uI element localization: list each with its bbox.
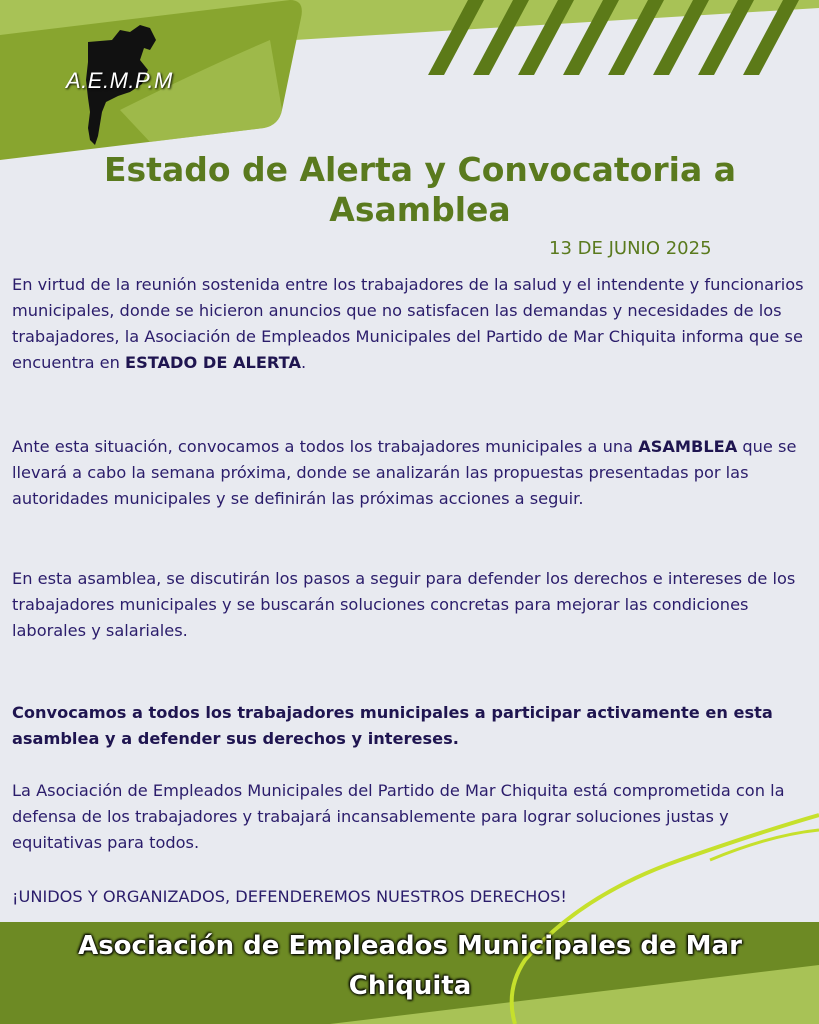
paragraph-6: ¡UNIDOS Y ORGANIZADOS, DEFENDEREMOS NUESTROS DERECHOS! bbox=[12, 887, 567, 906]
paragraph-1-end: . bbox=[300, 353, 307, 372]
paragraph-4: Convocamos a todos los trabajadores municipales a participar activamente en esta asamblea y a defender sus derechos y intereses. bbox=[12, 703, 773, 748]
paragraph-1-bold: ESTADO DE ALERTA bbox=[125, 353, 301, 372]
paragraph-1 bbox=[12, 272, 807, 376]
paragraph-1-text: En virtud de la reunión sostenida entre los trabajadores de la salud y el intendente y funcionarios municipales, donde se hicieron anuncios que no satisfacen las demandas y necesidades de los trabajadores, la Asociación de Empleados Municipales del Partido de Mar Chiquita informa que se encuentra en bbox=[12, 275, 804, 372]
paragraph-2-bold: ASAMBLEA bbox=[638, 437, 738, 456]
paragraph-3: En esta asamblea, se discutirán los pasos a seguir para defender los derechos e intereses de los trabajadores municipales y se buscarán soluciones concretas para mejorar las condiciones laborales y salariales. bbox=[12, 569, 796, 640]
page-title: Estado de Alerta y Convocatoria a Asamblea bbox=[104, 150, 736, 229]
logo-text: A.E.M.P.M bbox=[66, 68, 173, 93]
paragraph-2-text: Ante esta situación, convocamos a todos los trabajadores municipales a una bbox=[12, 437, 639, 456]
date-label: 13 DE JUNIO 2025 bbox=[549, 238, 712, 259]
paragraph-5: La Asociación de Empleados Municipales del Partido de Mar Chiquita está comprometida con la defensa de los trabajadores y trabajará incansablemente para lograr soluciones justas y equitativas para todos. bbox=[12, 781, 785, 852]
paragraph-2-end: que se llevará a cabo la semana próxima, donde se analizarán las propuestas presentadas por las autoridades municipales y se definirán las próximas acciones a seguir. bbox=[12, 437, 797, 508]
paragraph-2 bbox=[12, 434, 807, 512]
footer-title: Asociación de Empleados Municipales de Mar Chiquita bbox=[78, 931, 742, 1001]
